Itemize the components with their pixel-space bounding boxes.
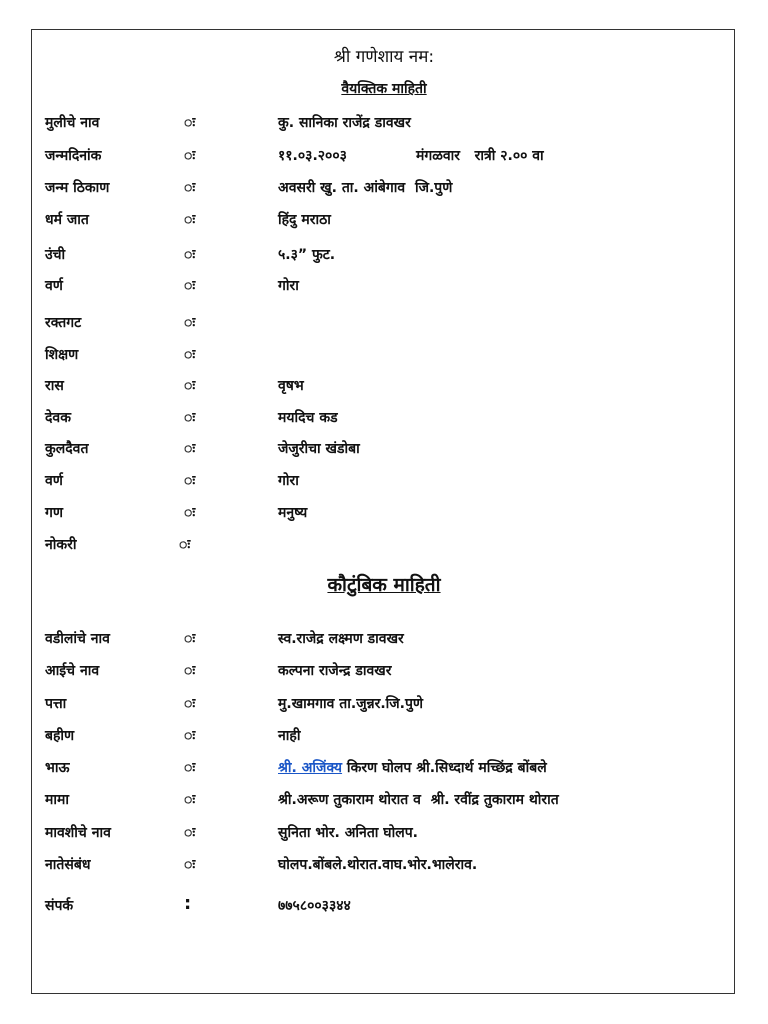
row-label: नोकरी bbox=[45, 537, 77, 553]
row-label: गण bbox=[45, 505, 64, 521]
row-separator: ः bbox=[184, 148, 196, 164]
row-separator: ः bbox=[184, 410, 196, 426]
row-value: घोलप.बोंबले.थोरात.वाघ.भोर.भालेराव. bbox=[278, 857, 478, 873]
info-row-birthdate bbox=[0, 146, 768, 170]
row-label: पत्ता bbox=[45, 696, 67, 712]
family-row-brother bbox=[0, 758, 768, 782]
row-label: आईचे नाव bbox=[45, 663, 100, 679]
row-value: गोरा bbox=[278, 278, 299, 294]
brother-name-link[interactable]: श्री. अजिंक्य bbox=[278, 760, 343, 776]
family-row-maternal-uncle bbox=[0, 790, 768, 814]
personal-info-heading: वैयक्तिक माहिती bbox=[341, 81, 427, 97]
row-value: ५.३” फुट. bbox=[278, 247, 336, 263]
row-label: जन्मदिनांक bbox=[45, 148, 102, 164]
row-label: रक्तगट bbox=[45, 315, 82, 331]
row-value: मनुष्य bbox=[278, 505, 308, 521]
row-separator: ः bbox=[184, 857, 196, 873]
contact-phone-number: ७७५८००३३४४ bbox=[278, 898, 351, 914]
row-value: कल्पना राजेन्द्र डावखर bbox=[278, 663, 392, 679]
row-label: देवक bbox=[45, 410, 71, 426]
row-separator: ः bbox=[179, 537, 191, 553]
row-separator: ः bbox=[184, 212, 196, 228]
row-label: बहीण bbox=[45, 728, 75, 744]
info-row-education bbox=[0, 345, 768, 369]
row-value: मु.खामगाव ता.जुन्नर.जि.पुणे bbox=[278, 696, 424, 712]
row-separator: ः bbox=[184, 663, 196, 679]
family-row-sister bbox=[0, 726, 768, 750]
row-label: वर्ण bbox=[45, 278, 63, 294]
info-row-devak bbox=[0, 408, 768, 432]
row-label: नातेसंबंध bbox=[45, 857, 91, 873]
birth-day-time: मंगळवार रात्री २.०० वा bbox=[416, 148, 544, 164]
row-separator: ः bbox=[184, 315, 196, 331]
row-value: ११.०३.२००३ bbox=[278, 148, 347, 164]
row-label: जन्म ठिकाण bbox=[45, 180, 110, 196]
info-row-blood-group bbox=[0, 313, 768, 337]
row-label: मावशीचे नाव bbox=[45, 825, 111, 841]
row-label: उंची bbox=[45, 247, 66, 263]
family-row-mother bbox=[0, 661, 768, 685]
row-separator: ः bbox=[184, 441, 196, 457]
info-row-birthplace bbox=[0, 178, 768, 202]
family-row-maternal-aunt bbox=[0, 823, 768, 847]
family-row-relations bbox=[0, 855, 768, 879]
row-value bbox=[278, 758, 547, 777]
family-row-address bbox=[0, 694, 768, 718]
row-separator: ः bbox=[184, 792, 196, 808]
row-separator: ः bbox=[184, 115, 196, 131]
row-label: मामा bbox=[45, 792, 69, 808]
row-label: वर्ण bbox=[45, 473, 63, 489]
row-label: भाऊ bbox=[45, 760, 70, 776]
row-separator: ः bbox=[184, 247, 196, 263]
row-separator: ः bbox=[184, 760, 196, 776]
row-value: स्व.राजेद्र लक्ष्मण डावखर bbox=[278, 631, 404, 647]
contact-separator: : bbox=[184, 893, 192, 914]
info-row-girl-name bbox=[0, 113, 768, 137]
row-label: रास bbox=[45, 378, 64, 394]
row-separator: ः bbox=[184, 505, 196, 521]
row-separator: ः bbox=[184, 180, 196, 196]
info-row-occupation bbox=[0, 535, 768, 559]
row-separator: ः bbox=[184, 696, 196, 712]
row-label: कुलदैवत bbox=[45, 441, 89, 457]
row-value: नाही bbox=[278, 728, 301, 744]
row-separator: ः bbox=[184, 631, 196, 647]
invocation-title: श्री गणेशाय नम: bbox=[333, 47, 435, 67]
family-row-father bbox=[0, 629, 768, 653]
row-value: वृषभ bbox=[278, 378, 304, 394]
row-value: गोरा bbox=[278, 473, 299, 489]
row-separator: ः bbox=[184, 378, 196, 394]
info-row-complexion bbox=[0, 276, 768, 300]
row-label: मुलीचे नाव bbox=[45, 115, 100, 131]
row-separator: ः bbox=[184, 473, 196, 489]
info-row-religion-caste bbox=[0, 210, 768, 234]
row-label: शिक्षण bbox=[45, 347, 79, 363]
row-label: धर्म जात bbox=[45, 212, 89, 228]
row-value: सुनिता भोर. अनिता घोलप. bbox=[278, 825, 418, 841]
row-value: श्री.अरूण तुकाराम थोरात व श्री. रवींद्र तुकाराम थोरात bbox=[278, 792, 559, 808]
row-value: कु. सानिका राजेंद्र डावखर bbox=[278, 115, 411, 131]
brother-names-text: किरण घोलप श्री.सिध्दार्थ मच्छिंद्र बोंबले bbox=[342, 760, 547, 776]
family-info-heading: कौटुंबिक माहिती bbox=[327, 574, 441, 596]
info-row-gan bbox=[0, 503, 768, 527]
row-value: मयदिच कड bbox=[278, 410, 338, 426]
row-separator: ः bbox=[184, 728, 196, 744]
contact-label: संपर्क bbox=[45, 898, 74, 914]
contact-row bbox=[0, 893, 768, 920]
info-row-kuldaivat bbox=[0, 439, 768, 463]
row-separator: ः bbox=[184, 278, 196, 294]
row-label: वडीलांचे नाव bbox=[45, 631, 110, 647]
row-value: जेजुरीचा खंडोबा bbox=[278, 441, 360, 457]
row-separator: ः bbox=[184, 825, 196, 841]
row-value: अवसरी खु. ता. आंबेगाव जि.पुणे bbox=[278, 180, 453, 196]
info-row-complexion-2 bbox=[0, 471, 768, 495]
row-value: हिंदु मराठा bbox=[278, 212, 331, 228]
row-separator: ः bbox=[184, 347, 196, 363]
info-row-height bbox=[0, 245, 768, 269]
info-row-rashi bbox=[0, 376, 768, 400]
